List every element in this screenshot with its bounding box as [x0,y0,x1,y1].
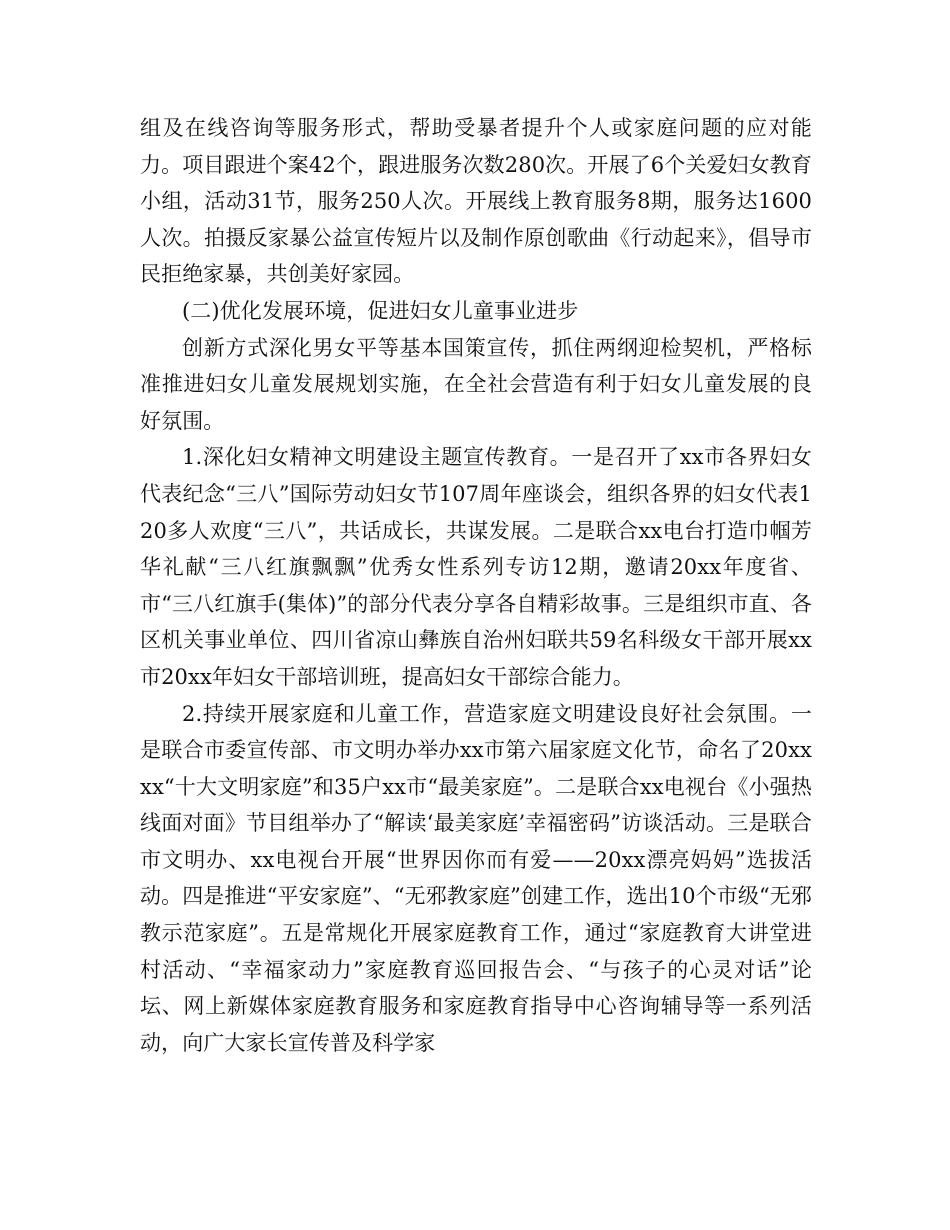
paragraph-continuation: 组及在线咨询等服务形式，帮助受暴者提升个人或家庭问题的应对能力。项目跟进个案42个，跟进服务次数280次。开展了6个关爱妇女教育小组，活动31节，服务250人次。开展线上教育服务8期，服务达1600人次。拍摄反家暴公益宣传短片以及制作原创歌曲《行动起来》，倡导市民拒绝家暴，共创美好家园。 [140,116,812,287]
paragraph-intro: 创新方式深化男女平等基本国策宣传，抓住两纲迎检契机，严格标准推进妇女儿童发展规划实施，在全社会营造有利于妇女儿童发展的良好氛围。 [140,335,812,433]
section-heading: (二)优化发展环境，促进妇女儿童事业进步 [182,298,579,323]
paragraph-item-1: 1.深化妇女精神文明建设主题宣传教育。一是召开了xx市各界妇女代表纪念“三八”国际劳动妇女节107周年座谈会，组织各界的妇女代表120多人欢度“三八”，共话成长，共谋发展。二是联合xx电台打造巾帼芳华礼献“三八红旗飘飘”优秀女性系列专访12期，邀请20xx年度省、市“三八红旗手(集体)”的部分代表分享各自精彩故事。三是组织市直、各区机关事业单位、四川省凉山彝族自治州妇联共59名科级女干部开展xx市20xx年妇女干部培训班，提高妇女干部综合能力。 [140,445,812,689]
document-body [140,110,812,1061]
paragraph-item-2: 2.持续开展家庭和儿童工作，营造家庭文明建设良好社会氛围。一是联合市委宣传部、市文明办举办xx市第六届家庭文化节，命名了20xxxx“十大文明家庭”和35户xx市“最美家庭”。二是联合xx电视台《小强热线面对面》节目组举办了“解读‘最美家庭’幸福密码”访谈活动。三是联合市文明办、xx电视台开展“世界因你而有爱——20xx漂亮妈妈”选拔活动。四是推进“平安家庭”、“无邪教家庭”创建工作，选出10个市级“无邪教示范家庭”。五是常规化开展家庭教育工作，通过“家庭教育大讲堂进村活动、“幸福家动力”家庭教育巡回报告会、“与孩子的心灵对话”论坛、网上新媒体家庭教育服务和家庭教育指导中心咨询辅导等一系列活动，向广大家长宣传普及科学家 [140,701,812,1055]
